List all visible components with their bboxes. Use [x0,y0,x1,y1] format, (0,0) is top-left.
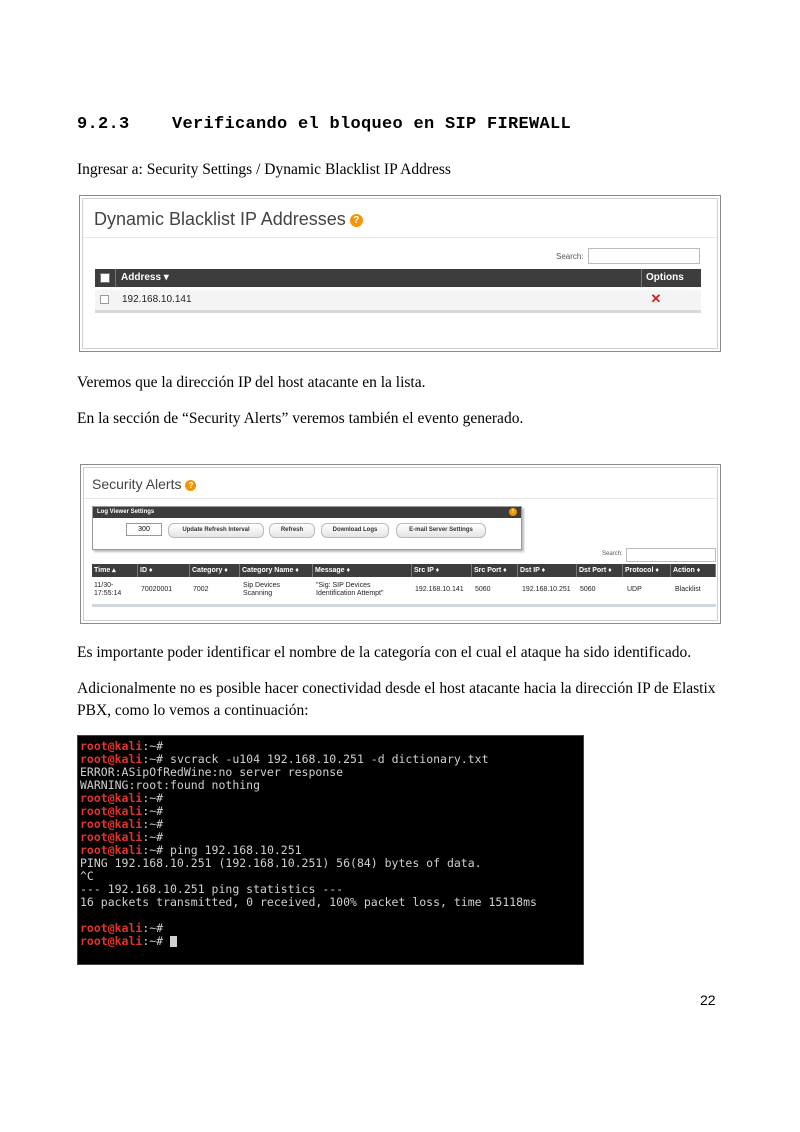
terminal-prompt: root@kali [80,791,143,805]
terminal-prompt: root@kali [80,817,143,831]
column-src-port[interactable]: Src Port ♦ [472,564,518,577]
column-address[interactable]: Address ▾ [121,272,169,283]
alerts-table-header [92,564,716,577]
terminal-prompt-suffix: :~# [142,739,164,753]
refresh-button[interactable]: Refresh [269,523,315,538]
column-action[interactable]: Action ♦ [671,564,716,577]
cell-category-name: Sip Devices Scanning [243,582,280,597]
security-alerts-screenshot [80,464,721,624]
terminal-prompt-suffix: :~# [142,817,164,831]
search-input[interactable] [626,548,716,562]
terminal-prompt-suffix: :~# [142,843,164,857]
terminal-prompt-line [80,935,177,948]
cell-id: 70020001 [141,586,173,593]
alerts-title: Security Alerts ? [92,476,196,492]
paragraph-1: Ingresar a: Security Settings / Dynamic Blacklist IP Address [77,161,451,178]
column-options: Options [641,269,702,287]
terminal-command [163,934,170,948]
terminal-cursor [170,936,177,947]
terminal-prompt: root@kali [80,843,143,857]
cell-message: "Sig: SIP Devices Identification Attempt" [316,582,384,597]
terminal-prompt: root@kali [80,739,143,753]
cell-category: 7002 [193,586,209,593]
search-input[interactable] [588,248,700,264]
column-src-ip[interactable]: Src IP ♦ [412,564,472,577]
column-dst-port[interactable]: Dst Port ♦ [577,564,623,577]
terminal-prompt-suffix: :~# [142,791,164,805]
column-protocol[interactable]: Protocol ♦ [623,564,671,577]
cell-action: Blacklist [675,586,701,593]
terminal-output-line: ^C [80,869,94,883]
table-row [92,578,716,607]
blacklist-screenshot [79,195,721,352]
terminal-prompt-suffix: :~# [142,830,164,844]
terminal-prompt: root@kali [80,752,143,766]
terminal-command: ping 192.168.10.251 [163,843,302,857]
row-checkbox[interactable] [100,295,109,304]
help-icon[interactable]: ! [509,508,517,516]
column-message[interactable]: Message ♦ [313,564,412,577]
terminal-output-line: WARNING:root:found nothing [80,778,261,792]
blacklist-table-header [95,269,701,287]
paragraph-5: Adicionalmente no es posible hacer conectividad desde el host atacante hacia la dirección IP de Elastix PBX, como lo vemos a continuación: [77,680,716,719]
cell-protocol: UDP [627,586,642,593]
terminal-output-line: --- 192.168.10.251 ping statistics --- [80,882,344,896]
blacklist-title: Dynamic Blacklist IP Addresses ? [94,209,363,230]
help-icon[interactable]: ? [185,480,196,491]
delete-x-icon[interactable]: ✕ [650,291,662,306]
column-time[interactable]: Time ▴ [92,564,138,577]
cell-dst-port: 5060 [580,586,596,593]
help-icon[interactable]: ? [350,214,363,227]
paragraph-2: Veremos que la dirección IP del host atacante en la lista. [77,374,426,391]
search-label: Search: [556,252,584,261]
log-viewer-panel [92,506,522,550]
refresh-interval-input[interactable]: 300 [126,523,162,536]
terminal-prompt: root@kali [80,804,143,818]
column-category-name[interactable]: Category Name ♦ [240,564,313,577]
row-address: 192.168.10.141 [122,294,192,305]
terminal-screenshot [77,735,584,965]
cell-dst-ip: 192.168.10.251 [522,586,571,593]
column-category[interactable]: Category ♦ [190,564,240,577]
update-refresh-interval-button[interactable]: Update Refresh Interval [168,523,264,538]
terminal-command: svcrack -u104 192.168.10.251 -d dictionary.txt [163,752,489,766]
section-number: 9.2.3 [77,115,130,134]
column-dst-ip[interactable]: Dst IP ♦ [518,564,577,577]
terminal-prompt-suffix: :~# [142,921,164,935]
download-logs-button[interactable]: Download Logs [321,523,389,538]
page-number: 22 [700,992,716,1008]
terminal-prompt: root@kali [80,921,143,935]
log-viewer-header: Log Viewer Settings ! [93,507,521,518]
section-title: Verificando el bloqueo en SIP FIREWALL [172,115,572,134]
terminal-prompt: root@kali [80,934,143,948]
cell-time: 11/30- 17:55:14 [94,582,122,597]
table-row [95,290,701,313]
terminal-prompt: root@kali [80,830,143,844]
terminal-prompt-suffix: :~# [142,752,164,766]
terminal-prompt-suffix: :~# [142,934,164,948]
terminal-output-line: 16 packets transmitted, 0 received, 100% packet loss, time 15118ms [80,895,537,909]
terminal-output-line: PING 192.168.10.251 (192.168.10.251) 56(84) bytes of data. [80,856,482,870]
cell-src-port: 5060 [475,586,491,593]
paragraph-4: Es importante poder identificar el nombre de la categoría con el cual el ataque ha sido identificado. [77,644,692,661]
terminal-output-line: ERROR:ASipOfRedWine:no server response [80,765,344,779]
search-label: Search: [602,551,623,557]
paragraph-3: En la sección de “Security Alerts” veremos también el evento generado. [77,410,524,427]
email-server-settings-button[interactable]: E-mail Server Settings [396,523,486,538]
terminal-prompt-suffix: :~# [142,804,164,818]
column-id[interactable]: ID ♦ [138,564,190,577]
section-heading [77,115,571,134]
select-all-checkbox[interactable] [100,273,110,283]
cell-src-ip: 192.168.10.141 [415,586,464,593]
